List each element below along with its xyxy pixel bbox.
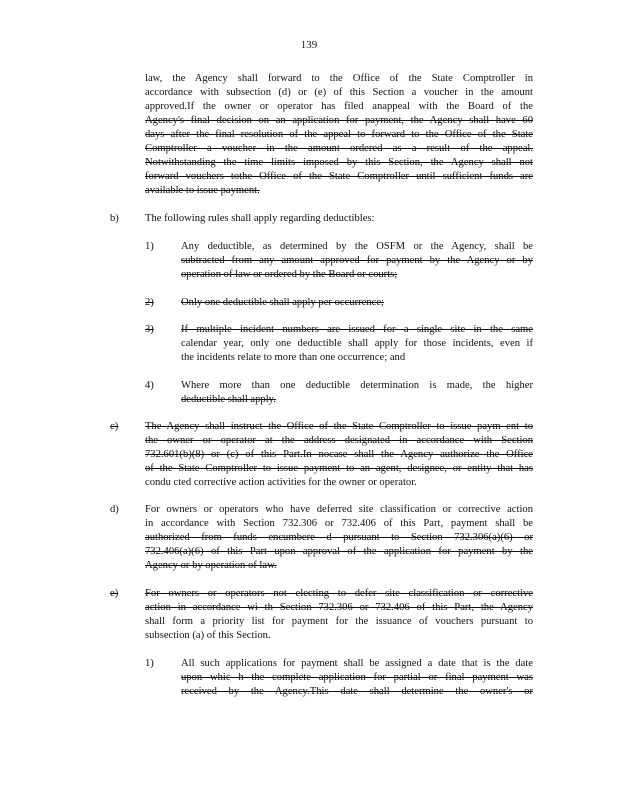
item-b3-text xyxy=(181,323,533,365)
struck-text-line: received by the Agency.This date shall determine the owner's or xyxy=(181,686,533,697)
struck-text-line: 732.601(b)(8) or (c) of this Part.In nocase shall the Agency authorize the Office xyxy=(145,449,533,460)
item-b2-text xyxy=(181,296,533,310)
struck-text-line: Only one deductible shall apply per occurrence; xyxy=(181,297,384,308)
section-label-c: c) xyxy=(110,421,119,432)
text-line: accordance with subsection (d) or (e) of this Section a voucher in the amount xyxy=(145,87,533,98)
struck-text-line: available to issue payment. xyxy=(145,185,260,196)
text-line: Any deductible, as determined by the OSFM or the Agency, shall be xyxy=(181,241,533,252)
page-number: 139 xyxy=(300,39,318,51)
section-d-text xyxy=(145,503,533,573)
struck-text-line: action in accordance wi th Section 732.306 or 732.406 of this Part, the Agency xyxy=(145,602,533,613)
item-label-b1: 1) xyxy=(145,241,154,252)
text-line: The following rules shall apply regarding deductibles: xyxy=(145,213,375,224)
text-line: law, the Agency shall forward to the Office of the State Comptroller in xyxy=(145,73,533,84)
section-label-e: e) xyxy=(110,588,119,599)
section-b-text xyxy=(145,212,533,226)
struck-text-line: Agency or by operation of law. xyxy=(145,560,277,571)
section-label-b: b) xyxy=(110,213,119,224)
item-e1-text xyxy=(181,657,533,699)
struck-text-line: authorized from funds encumbere d pursuant to Section 732.306(a)(6) or xyxy=(145,532,533,543)
text-line: approved.If the owner or operator has filed anappeal with the Board of the xyxy=(145,101,533,112)
struck-text-line: upon whic h the complete application for partial or final payment was xyxy=(181,672,533,683)
text-line: All such applications for payment shall be assigned a date that is the date xyxy=(181,658,533,669)
item-label-b4: 4) xyxy=(145,380,154,391)
struck-text-line: the owner or operator at the address designated in accordance with Section xyxy=(145,435,533,446)
struck-text-line: subtracted from any amount approved for payment by the Agency or by xyxy=(181,255,533,266)
item-label-b3: 3) xyxy=(145,324,154,335)
text-line: in accordance with Section 732.306 or 732.406 of this Part, payment shall be xyxy=(145,518,533,529)
text-line: shall form a priority list for payment for the issuance of vouchers pursuant to xyxy=(145,616,533,627)
struck-text-line: For owners or operators not electing to defer site classification or corrective xyxy=(145,588,533,599)
struck-text-line: Comptroller a voucher in the amount ordered as a result of the appeal. xyxy=(145,143,533,154)
section-c-text xyxy=(145,420,533,490)
struck-text-line: forward vouchers tothe Office of the State Comptroller until sufficient funds are xyxy=(145,171,533,182)
text-line: Where more than one deductible determination is made, the higher xyxy=(181,380,533,391)
struck-text-line: operation of law or ordered by the Board or courts; xyxy=(181,269,398,280)
section-label-d: d) xyxy=(110,504,119,515)
item-b1-text xyxy=(181,240,533,282)
text-line: condu cted corrective action activities for the owner or operator. xyxy=(145,477,417,488)
item-label-b2: 2) xyxy=(145,297,154,308)
text-line: the incidents relate to more than one occurrence; and xyxy=(181,352,406,363)
struck-text-line: days after the final resolution of the appeal to forward to the Office of the State xyxy=(145,129,533,140)
continuation-paragraph xyxy=(145,72,533,198)
struck-text-line: Notwithstanding the time limits imposed by this Section, the Agency shall not xyxy=(145,157,533,168)
section-e-text xyxy=(145,587,533,643)
text-line: For owners or operators who have deferred site classification or corrective action xyxy=(145,504,533,515)
struck-text-line: of the State Comptroller to issue payment to an agent, designee, or entity that has xyxy=(145,463,533,474)
item-label-e1: 1) xyxy=(145,658,154,669)
text-line: calendar year, only one deductible shall apply for those incidents, even if xyxy=(181,338,533,349)
struck-text-line: Agency's final decision on an application for payment, the Agency shall have 60 xyxy=(145,115,533,126)
item-b4-text xyxy=(181,379,533,407)
struck-text-line: The Agency shall instruct the Office of the State Comptroller to issue paym ent to xyxy=(145,421,533,432)
text-line: subsection (a) of this Section. xyxy=(145,630,271,641)
struck-text-line: If multiple incident numbers are issued for a single site in the same xyxy=(181,324,533,335)
struck-text-line: 732.406(a)(6) of this Part upon approval of the application for payment by the xyxy=(145,546,533,557)
struck-text-line: deductible shall apply. xyxy=(181,394,276,405)
